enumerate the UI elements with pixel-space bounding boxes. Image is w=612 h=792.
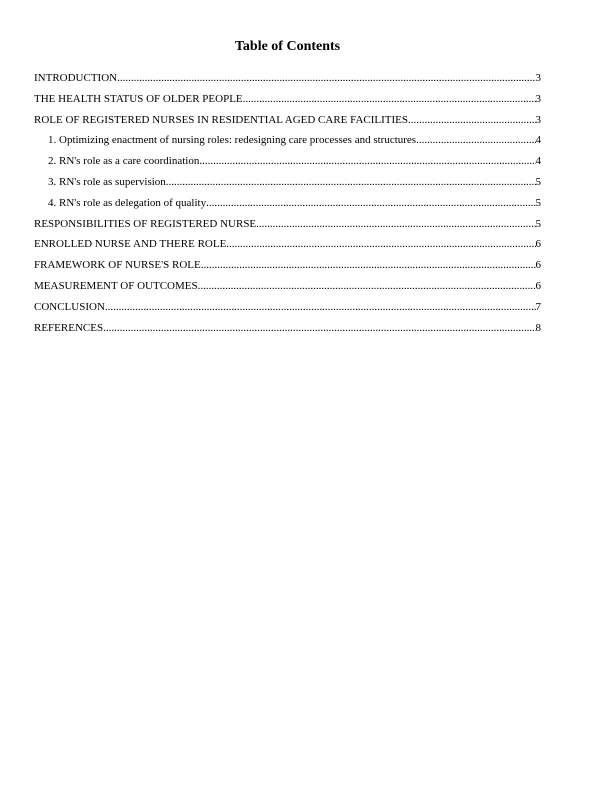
dot-leader	[256, 214, 535, 235]
toc-entry-conclusion[interactable]	[34, 297, 541, 318]
toc-entry-role-of-registered-nurses[interactable]	[34, 110, 541, 131]
table-of-contents	[34, 68, 541, 338]
dot-leader	[117, 68, 535, 89]
dot-leader	[243, 89, 536, 110]
toc-subentry-optimizing-roles[interactable]	[34, 130, 541, 151]
toc-entry-framework[interactable]	[34, 255, 541, 276]
toc-entry-label: ROLE OF REGISTERED NURSES IN RESIDENTIAL AGED CARE FACILITIES	[34, 113, 408, 126]
toc-entry-label: 2. RN's role as a care coordination	[48, 155, 200, 168]
toc-page-number: 5	[535, 217, 541, 230]
dot-leader	[206, 193, 535, 214]
toc-entry-label: FRAMEWORK OF NURSE'S ROLE	[34, 259, 201, 272]
dot-leader	[416, 130, 535, 151]
toc-entry-label: THE HEALTH STATUS OF OLDER PEOPLE	[34, 92, 243, 105]
dot-leader	[199, 151, 535, 172]
dot-leader	[105, 297, 536, 318]
dot-leader	[226, 234, 535, 255]
toc-subentry-supervision[interactable]	[34, 172, 541, 193]
toc-page-number: 6	[535, 279, 541, 292]
toc-entry-enrolled-nurse[interactable]	[34, 234, 541, 255]
dot-leader	[166, 172, 536, 193]
dot-leader	[198, 276, 536, 297]
toc-entry-label: RESPONSIBILITIES OF REGISTERED NURSE	[34, 217, 257, 230]
toc-entry-label: 1. Optimizing enactment of nursing roles: redesigning care processes and structures	[48, 134, 417, 147]
toc-page-number: 8	[535, 321, 541, 334]
toc-page-number: 7	[535, 300, 541, 313]
page-title: Table of Contents	[234, 39, 341, 54]
toc-page-number: 6	[535, 238, 541, 251]
toc-entry-references[interactable]	[34, 318, 541, 339]
dot-leader	[408, 110, 536, 131]
toc-page-number: 3	[535, 92, 541, 105]
toc-entry-label: REFERENCES	[34, 321, 104, 334]
toc-entry-health-status[interactable]	[34, 89, 541, 110]
toc-subentry-delegation-of-quality[interactable]	[34, 193, 541, 214]
toc-entry-measurement-of-outcomes[interactable]	[34, 276, 541, 297]
dot-leader	[103, 318, 535, 339]
toc-entry-label: CONCLUSION	[34, 300, 105, 313]
toc-page-number: 3	[535, 113, 541, 126]
toc-page-number: 6	[535, 259, 541, 272]
toc-entry-label: 4. RN's role as delegation of quality	[48, 196, 207, 209]
toc-entry-label: INTRODUCTION	[34, 72, 118, 84]
toc-subentry-care-coordination[interactable]	[34, 151, 541, 172]
toc-entry-introduction[interactable]	[34, 68, 541, 89]
toc-page-number: 4	[535, 155, 541, 168]
toc-page-number: 3	[535, 72, 541, 84]
toc-entry-label: MEASUREMENT OF OUTCOMES	[34, 279, 198, 292]
toc-page-number: 5	[535, 175, 541, 188]
toc-entry-label: 3. RN's role as supervision	[48, 175, 166, 188]
toc-entry-responsibilities[interactable]	[34, 214, 541, 235]
toc-entry-label: ENROLLED NURSE AND THERE ROLE	[34, 238, 227, 251]
toc-page-number: 4	[535, 134, 541, 147]
toc-page-number: 5	[535, 196, 541, 209]
dot-leader	[201, 255, 536, 276]
